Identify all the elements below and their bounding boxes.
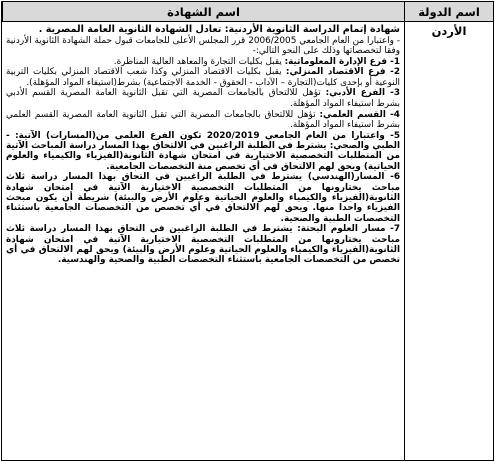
- certificate-title: شهادة إتمام الدراسة الثانوية الأردنية: تعادل الشهادة الثانوية العامة المصرية .: [38, 24, 400, 35]
- branch-label: 3- الفرع الأدبي:: [325, 88, 401, 99]
- branch-text: تؤهل للالتحاق بالجامعات المصرية التي تقبل الثانوية العامة المصرية القسم العلمي بشرط استيفاء المواد المؤهلة.: [6, 109, 400, 130]
- branch-label: 4- القسم العلمي:: [319, 109, 400, 120]
- branch-label: 1- فرع الإدارة المعلوماتية:: [284, 56, 400, 67]
- branch-text: تؤهل للالتحاق بالجامعات المصرية التي تقبل الثانوية العامة المصرية القسم الأدبي بشرط استيفاء المواد المؤهلة.: [6, 88, 400, 109]
- branch-text: يقبل بكليات التجارة والمعاهد العالية المناظرة.: [113, 56, 285, 67]
- branch-text: يقبل بكليات الاقتصاد المنزلي وكذا شعب الاقتصاد المنزلي بكليات التربية النوعية أو بإحدى كليات(التجارة – الآداب - الحقوق - الخدمة الاجتماعية) بشرط(استيفاء المواد المؤهلة).: [6, 67, 400, 88]
- track-pure-sciences: 7- مسار العلوم البحتة: يشترط في الطلبة الراغبين في التحاق بهذا المسار دراسة ثلاث مباحث يختارونها من المتطلبات التخصصية الاختيارية الآتية في امتحان شهادة الثانوية(الفيزياء والكيمياء والعلوم الحياتية وعلوم الأرض والبيئة) ويحق لهم الالتحاق في أي تخصص من التخصصات الجامعية باستثناء التخصصات الطبية والصحية والهندسية.: [6, 224, 400, 266]
- branch-literary: [6, 88, 400, 109]
- intro-paragraph: - واعتبارا من العام الجامعي 2006/2005 قرر المجلس الأعلى للجامعات قبول حملة الشهادة الثانوية الأردنية وفقا لتخصصاتها وذلك على النحو التالي:-: [6, 35, 400, 56]
- branch-information-management: [6, 57, 400, 67]
- branch-scientific: [6, 110, 400, 131]
- track-medical: 5- واعتبارا من العام الجامعي 2020/2019 تكون الفرع العلمي من(المسارات) الآتية: - الطبي والصحي: يشترط في الطلبة الراغبين في الالتحاق بهذا المسار دراسة المباحث الآتية من المتطلبات التخصصية الاختيارية في امتحان شهادة الثانوية(الفيزياء والكيمياء والعلوم الحياتية) ويحق لهم الالتحاق في أي تخصص منة التخصصات الجامعية.: [6, 130, 400, 172]
- branch-label: 2- فرع الاقتصاد المنزلي:: [285, 67, 400, 78]
- header-certificate: اسم الشهادة: [2, 2, 404, 22]
- track-engineering: 6- المسار(الهندسي) يشترط في الطلبة الراغبين في التحاق بهذا المسار دراسة ثلاث مباحث يختارونها من المتطلبات التخصصية الاختيارية الآتية في امتحان شهادة الثانوية(الفيزياء والكيمياء والعلوم الحياتية وعلوم الأرض والبيئة) شريطة أن يكون مبحث الفيزياء واحدا منها. ويحق لهم الالتحاق في أي تخصص من التخصصات الجامعية باستثناء التخصصات الطبية والصحية.: [6, 172, 400, 224]
- branch-home-economics: [6, 67, 400, 88]
- country-name: الأردن: [431, 24, 467, 38]
- certificate-table: [1, 1, 494, 461]
- header-country: اسم الدولة: [405, 2, 493, 22]
- certificate-details: [2, 23, 404, 460]
- column-divider: [404, 2, 405, 460]
